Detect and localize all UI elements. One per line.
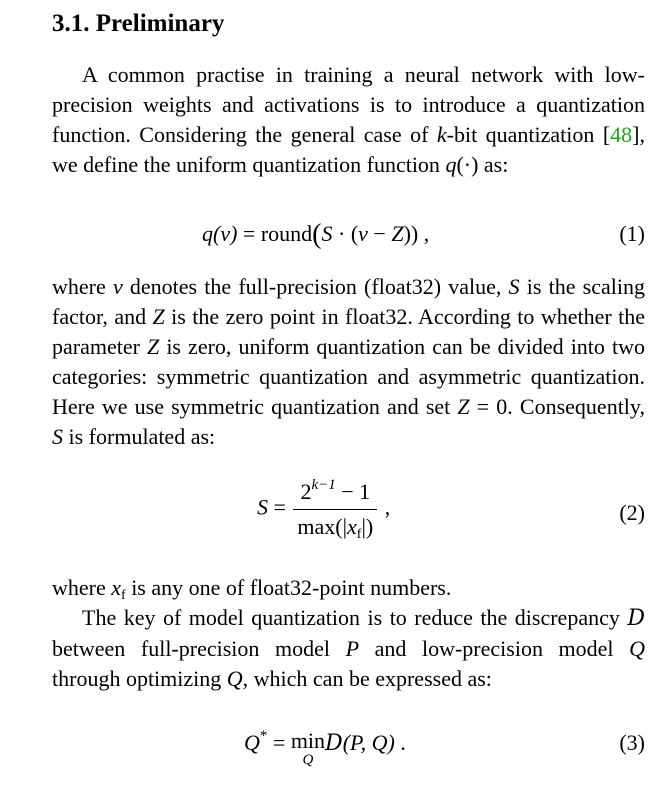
math-P: P	[345, 636, 360, 661]
paragraph-intro	[52, 60, 645, 180]
text-run: between full-precision model	[52, 636, 346, 661]
math-subscript: f	[121, 588, 126, 603]
math-minus: −	[367, 221, 392, 246]
math-S: S	[508, 274, 520, 299]
paragraph-xf	[52, 573, 645, 603]
text-run: The key of model quantization is to reduce the discrepancy	[82, 605, 628, 630]
math-round: round	[260, 221, 313, 246]
fraction-numerator	[293, 478, 377, 510]
equation-2	[52, 478, 645, 548]
math-v: v	[358, 221, 368, 246]
equation-number: (2)	[619, 500, 645, 525]
text-run: as:	[478, 152, 509, 177]
equation-3	[52, 728, 645, 774]
text-run: is the zero point in float32. According to whether the parameter	[52, 304, 645, 359]
equation-number: (1)	[619, 221, 645, 246]
big-paren-open: (	[312, 219, 322, 250]
math-v: (v)	[213, 221, 238, 246]
math-max: max(|	[297, 514, 348, 539]
citation-link[interactable]: 48	[610, 122, 633, 147]
math-x: x	[347, 514, 357, 539]
equation-1	[52, 219, 645, 249]
math-D: D	[325, 731, 343, 756]
math-equals: =	[237, 221, 261, 246]
text-run: ], we define the uniform quantization function	[52, 122, 645, 177]
fraction-denominator	[293, 510, 377, 541]
text-run: through optimizing	[52, 666, 227, 691]
math-paren-close: ))	[403, 221, 419, 246]
equation-number: (3)	[619, 730, 645, 755]
math-k: k	[436, 122, 447, 147]
math-star: *	[259, 728, 268, 744]
math-x: x	[111, 575, 122, 600]
equation-1-body	[202, 219, 429, 250]
math-dot: · (	[332, 221, 359, 246]
text-run: , which can be expressed as:	[242, 666, 492, 691]
text-run: denotes the full-precision (float32) value,	[122, 274, 509, 299]
math-equals: =	[267, 730, 291, 755]
paragraph-scaling	[52, 272, 645, 452]
math-S: S	[257, 494, 268, 520]
math-S: S	[321, 221, 333, 246]
text-run: = 0. Consequently,	[469, 394, 645, 419]
math-min-subscript: Q	[302, 752, 314, 768]
math-comma: ,	[379, 494, 391, 520]
math-Q: Q	[244, 730, 260, 755]
math-abs-close: |)	[361, 514, 374, 539]
text-run: is any one of float32-point numbers.	[125, 575, 452, 600]
text-run: and low-precision model	[359, 636, 630, 661]
text-run: is zero, uniform quantization can be divided into two categories: symmetric quantization and asymmetric quantization. Here we use symmetric quantization and set	[52, 334, 645, 419]
equation-3-body	[244, 728, 406, 766]
math-D: D	[627, 606, 645, 631]
math-equals: =	[268, 494, 292, 520]
math-paren: (·)	[456, 152, 479, 177]
equation-2-body	[257, 478, 390, 541]
math-min: min	[290, 728, 326, 753]
math-Q: Q	[226, 666, 243, 691]
min-operator	[291, 728, 325, 766]
math-two: 2	[300, 479, 312, 504]
math-comma: ,	[418, 221, 430, 246]
math-period: .	[394, 730, 406, 755]
math-v: v	[112, 274, 123, 299]
text-run: where	[52, 575, 112, 600]
math-Z: Z	[391, 221, 404, 246]
text-run: is formulated as:	[63, 424, 216, 449]
math-Z: Z	[457, 394, 470, 419]
text-run: is the scaling factor, and	[52, 274, 645, 329]
math-subscript: f	[356, 527, 362, 542]
math-q: q	[202, 221, 213, 246]
math-minus-one: − 1	[335, 479, 371, 504]
math-args: (P, Q)	[342, 730, 395, 755]
fraction	[293, 478, 377, 541]
math-Q: Q	[629, 636, 645, 661]
text-run: A common practise in training a neural network with low-precision weights and activations is to introduce a quantization function. Considering the general case of	[52, 62, 645, 147]
math-q: q	[445, 152, 457, 177]
section-heading: 3.1. Preliminary	[52, 10, 225, 37]
math-S: S	[52, 424, 63, 449]
math-exponent: k−1	[311, 477, 336, 493]
math-Z: Z	[152, 304, 165, 329]
text-run: -bit quantization [	[446, 122, 611, 147]
paragraph-objective	[52, 603, 645, 694]
math-Z: Z	[147, 334, 160, 359]
text-run: where	[52, 274, 113, 299]
